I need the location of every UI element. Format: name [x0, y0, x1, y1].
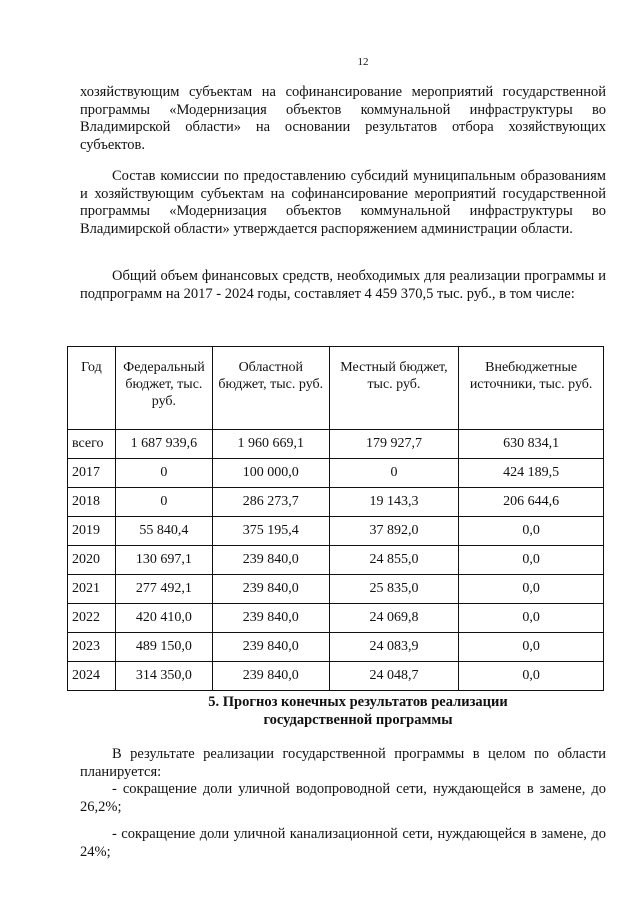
- table-cell: 0,0: [459, 517, 604, 546]
- table-cell-year: 2018: [68, 488, 116, 517]
- table-cell: 19 143,3: [329, 488, 459, 517]
- table-cell: 239 840,0: [212, 633, 329, 662]
- table-cell: 420 410,0: [115, 604, 212, 633]
- table-cell-year: 2017: [68, 459, 116, 488]
- paragraph-4-text: В результате реализации государственной программы в целом по области планируется:: [80, 746, 606, 780]
- paragraph-2-text: Состав комиссии по предоставлению субсидий муниципальным образованиям и хозяйствующим субъектам на софинансирование мероприятий государственной программы «Модернизация объектов коммунальной инфраструктуры во Владимирской области» утверждается распоряжением администрации области.: [80, 168, 606, 237]
- table-cell: 489 150,0: [115, 633, 212, 662]
- budget-table: [67, 346, 604, 691]
- table-row: [68, 575, 604, 604]
- table-cell: 24 048,7: [329, 662, 459, 691]
- table-cell: 24 855,0: [329, 546, 459, 575]
- table-cell: 100 000,0: [212, 459, 329, 488]
- header-regional: Областной бюджет, тыс. руб.: [212, 347, 329, 430]
- table-cell: 0,0: [459, 575, 604, 604]
- table-cell-year: 2020: [68, 546, 116, 575]
- table-row: [68, 488, 604, 517]
- table-cell: 24 083,9: [329, 633, 459, 662]
- table-cell: 0,0: [459, 546, 604, 575]
- table-cell-year: 2023: [68, 633, 116, 662]
- paragraph-3: [80, 268, 606, 303]
- table-cell: 424 189,5: [459, 459, 604, 488]
- table-row: [68, 662, 604, 691]
- table-row: [68, 430, 604, 459]
- table-cell: 25 835,0: [329, 575, 459, 604]
- forecast-block: [80, 746, 606, 861]
- table-cell-year: 2019: [68, 517, 116, 546]
- paragraph-2: [80, 168, 606, 238]
- table-cell: 55 840,4: [115, 517, 212, 546]
- header-federal: Федеральный бюджет, тыс. руб.: [115, 347, 212, 430]
- header-extrabudgetary: Внебюджетные источники, тыс. руб.: [459, 347, 604, 430]
- table-cell: 0,0: [459, 633, 604, 662]
- table-cell: 286 273,7: [212, 488, 329, 517]
- table-row: [68, 517, 604, 546]
- table-cell: 0,0: [459, 662, 604, 691]
- table-cell: 1 960 669,1: [212, 430, 329, 459]
- table-cell-year: 2021: [68, 575, 116, 604]
- table-cell: 277 492,1: [115, 575, 212, 604]
- table-body: [68, 430, 604, 691]
- table-cell: 206 644,6: [459, 488, 604, 517]
- table-cell: 239 840,0: [212, 575, 329, 604]
- bullet-2: - сокращение доли уличной канализационной сети, нуждающейся в замене, до 24%;: [80, 826, 606, 860]
- table-cell: 375 195,4: [212, 517, 329, 546]
- table-row: [68, 546, 604, 575]
- table-cell: 179 927,7: [329, 430, 459, 459]
- table-cell-year: всего: [68, 430, 116, 459]
- table-cell: 0: [115, 459, 212, 488]
- section-heading: [80, 693, 606, 729]
- table-row: [68, 459, 604, 488]
- table-cell: 24 069,8: [329, 604, 459, 633]
- table-cell-year: 2022: [68, 604, 116, 633]
- header-year: Год: [68, 347, 116, 430]
- bullet-1: - сокращение доли уличной водопроводной сети, нуждающейся в замене, до 26,2%;: [80, 781, 606, 815]
- table-cell-year: 2024: [68, 662, 116, 691]
- table-cell: 239 840,0: [212, 546, 329, 575]
- header-local: Местный бюджет, тыс. руб.: [329, 347, 459, 430]
- table-row: [68, 633, 604, 662]
- table-header-row: [68, 347, 604, 430]
- table-cell: 314 350,0: [115, 662, 212, 691]
- table-row: [68, 604, 604, 633]
- table-cell: 1 687 939,6: [115, 430, 212, 459]
- section-heading-line-2: государственной программы: [263, 712, 453, 728]
- table-cell: 130 697,1: [115, 546, 212, 575]
- table-cell: 239 840,0: [212, 662, 329, 691]
- paragraph-1: [80, 84, 606, 154]
- table-cell: 630 834,1: [459, 430, 604, 459]
- table-cell: 239 840,0: [212, 604, 329, 633]
- section-heading-line-1: 5. Прогноз конечных результатов реализации: [208, 694, 508, 710]
- table-cell: 37 892,0: [329, 517, 459, 546]
- paragraph-3-text: Общий объем финансовых средств, необходимых для реализации программы и подпрограмм на 2017 - 2024 годы, составляет 4 459 370,5 тыс. руб., в том числе:: [80, 268, 606, 302]
- page-number: 12: [357, 56, 369, 68]
- paragraph-1-text: хозяйствующим субъектам на софинансирование мероприятий государственной программы «Модернизация объектов коммунальной инфраструктуры во Владимирской области» на основании результатов отбора хозяйствующих субъектов.: [80, 84, 606, 153]
- table-cell: 0: [329, 459, 459, 488]
- table-cell: 0: [115, 488, 212, 517]
- table-cell: 0,0: [459, 604, 604, 633]
